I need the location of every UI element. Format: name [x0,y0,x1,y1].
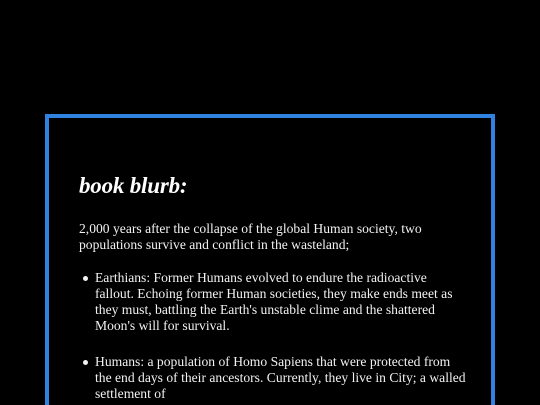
population-list [77,270,467,402]
book-blurb-heading: book blurb: [79,173,188,198]
book-blurb-intro: 2,000 years after the collapse of the global Human society, two populations survive and conflict in the wasteland; [79,221,422,252]
population-description: a population of Homo Sapiens that were protected from the end days of their ancestors. Currently, they live in City; a walled settlement of [95,354,466,401]
population-name: Earthians : [95,270,154,285]
book-blurb-card [45,114,495,405]
population-description: Former Humans evolved to endure the radioactive fallout. Echoing former Human societies, they make ends meet as they must, battling the Earth's unstable clime and the shattered Moon's will for survival. [95,270,453,333]
population-list-item [77,270,467,334]
bullet-icon [83,276,88,281]
population-list-item [77,354,467,402]
bullet-icon [83,360,88,365]
population-name: Humans : [95,354,148,369]
